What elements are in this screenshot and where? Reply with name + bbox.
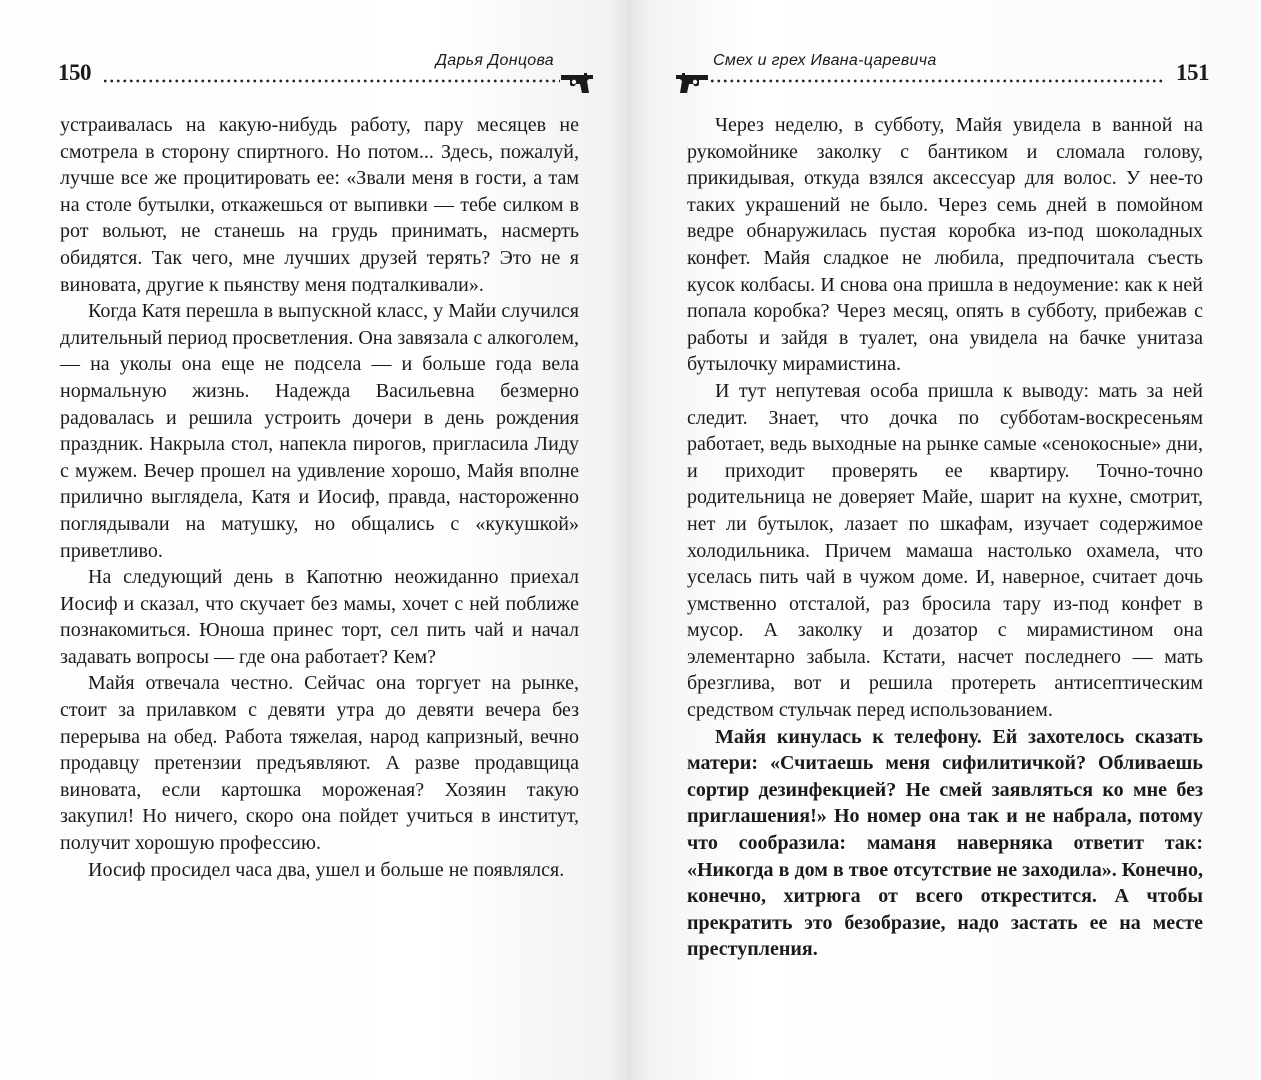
paragraph: Через неделю, в субботу, Майя увидела в ванной на рукомойнике заколку с бантиком и сломала голову, прикидывая, откуда взялся аксессуар для волос. У нее-то таких украшений не было. Через семь дней в помойном ведре обнаружилась пустая коробка из-под шоколадных конфет. Майя сладкое не любила, предпочитала съесть кусок колбасы. И снова она пришла в недоумение: как к ней попала коробка? Через месяц, опять в субботу, прибежав с работы и зайдя в туалет, она увидела на бачке унитаза бутылочку мирамистина. [687, 114, 1203, 376]
paragraph: И тут непутевая особа пришла к выводу: мать за ней следит. Знает, что дочка по субботам-воскресеньям работает, ведь выходные на рынке самые «сенокосные» дни, и приходит проверять ее квартиру. Точно-точно родительница не доверяет Майе, шарит на кухне, смотрит, нет ли бутылок, лазает по шкафам, изучает содержимое холодильника. Причем мамаша настолько охамела, что уселась пить чай в чужом доме. И, наверное, считает дочь умственно отсталой, раз бросила тару из-под конфет в мусор. А заколку и дозатор с мирамистином она элементарно забыла. Кстати, насчет последнего — мать брезглива, вот и решила протереть антисептическим средством стульчак перед использованием. [687, 379, 1203, 722]
paragraph: устраивалась на какую-нибудь работу, пару месяцев не смотрела в сторону спиртного. Но потом... Здесь, пожалуй, лучше все же процитировать ее: «Звали меня в гости, а там на столе бутылки, откажешься от выпивки — тебе силком в рот вольют, не станешь на грудь принимать, насмерть обидятся. Так чего, мне лучших друзей терять? Это не я виновата, другие к пьянству меня подталкивали». [60, 114, 579, 296]
left-body-text [60, 112, 579, 883]
dotted-leader [102, 78, 560, 84]
paragraph: Майя отвечала честно. Сейчас она торгует на рынке, стоит за прилавком с девяти утра до девяти вечера без перерыва на обед. Работа тяжелая, народ капризный, вечно продавцу претензии предъявляют. А разве продавщица виновата, если картошка мороженая? Хозяин такую закупил! Но ничего, скоро она пойдет учиться в институт, получит хорошую профессию. [60, 672, 579, 855]
right-body-text [687, 112, 1203, 963]
revolver-icon [560, 72, 594, 94]
right-page-number: 151 [1176, 60, 1209, 85]
right-running-header [675, 52, 1209, 98]
left-running-header [58, 52, 594, 98]
left-page-number: 150 [58, 60, 91, 85]
paragraph: Иосиф просидел часа два, ушел и больше не появлялся. [88, 858, 565, 881]
paragraph: Майя кинулась к телефону. Ей захотелось сказать матери: «Считаешь меня сифилитичкой? Обливаешь сортир дезинфекцией? Не смей заявляться ко мне без приглашения!» Но номер она так и не набрала, потому что сообразила: маманя наверняка ответит так: «Никогда в дом в твое отсутствие не заходила». Конечно, конечно, хитрюга от всего открестится. А чтобы прекратить это безобразие, надо застать ее на месте преступления. [687, 725, 1203, 961]
paragraph: На следующий день в Капотню неожиданно приехал Иосиф и сказал, что скучает без мамы, хочет с ней поближе познакомиться. Юноша принес торт, сел пить чай и начал задавать вопросы — где она работает? Кем? [60, 566, 579, 668]
left-page [0, 0, 630, 1080]
paragraph: Когда Катя перешла в выпускной класс, у Майи случился длительный период просветления. Она завязала с алкоголем, — на уколы она еще не подсела — и больше года вела нормальную жизнь. Надежда Васильевна безмерно радовалась и решила устроить дочери в день рождения праздник. Накрыла стол, напекла пирогов, пригласила Лиду с мужем. Вечер прошел на удивление хорошо, Майя вполне прилично выглядела, Катя и Иосиф, правда, настороженно поглядывали на матушку, но общались с «кукушкой» приветливо. [60, 300, 579, 562]
left-running-title: Дарья Донцова [435, 52, 554, 69]
revolver-icon [675, 72, 709, 94]
dotted-leader [709, 78, 1165, 84]
right-page [630, 0, 1261, 1080]
right-running-title: Смех и грех Ивана-царевича [713, 52, 937, 69]
